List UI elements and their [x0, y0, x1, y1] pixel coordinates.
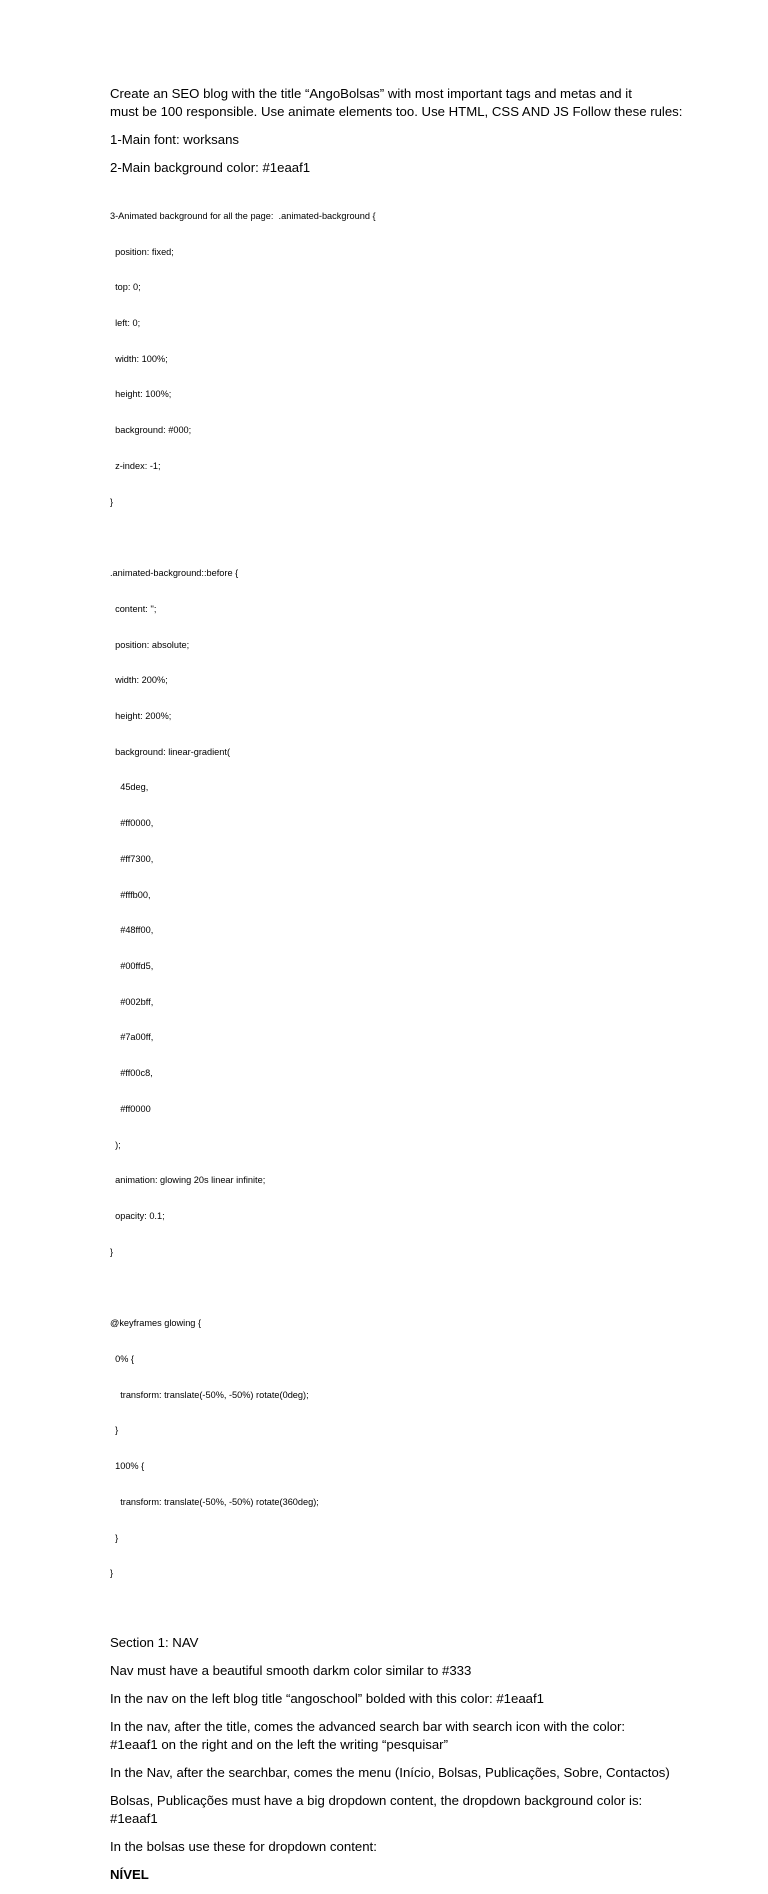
bolsas-dropdown-paragraph: In the bolsas use these for dropdown content: [110, 1839, 377, 1855]
code-line: } [110, 1568, 114, 1579]
nav-searchbar-paragraph [110, 1718, 690, 1754]
code-line: width: 100%; [110, 353, 168, 364]
nivel-heading: NÍVEL [110, 1867, 149, 1883]
code-line: transform: translate(-50%, -50%) rotate(360deg); [110, 1496, 319, 1507]
code-line: opacity: 0.1; [110, 1211, 165, 1222]
intro-paragraph [110, 85, 690, 121]
rule-background-color: 2-Main background color: #1eaaf1 [110, 160, 311, 175]
dropdown-line-1: Bolsas, Publicações must have a big dropdown content, the dropdown background color is: [110, 1793, 643, 1809]
code-line: #ff0000 [110, 1103, 151, 1114]
code-line: } [110, 1532, 119, 1543]
code-line: animation: glowing 20s linear infinite; [110, 1175, 266, 1186]
code-line: #ff7300, [110, 853, 154, 864]
code-line: width: 200%; [110, 675, 168, 686]
code-line: height: 100%; [110, 389, 172, 400]
code-line: position: fixed; [110, 246, 174, 257]
code-line: #00ffd5, [110, 961, 154, 971]
code-line: 45deg, [110, 782, 149, 793]
searchbar-line-2: #1eaaf1 on the right and on the left the writing “pesquisar” [110, 1737, 448, 1753]
dropdown-paragraph [110, 1792, 690, 1828]
code-line: height: 200%; [110, 710, 172, 721]
code-line: #ff0000, [110, 818, 154, 829]
code-line: #ff00c8, [110, 1068, 153, 1079]
nav-title-paragraph: In the nav on the left blog title “angoschool” bolded with this color: #1eaaf1 [110, 1691, 545, 1707]
rule-main-font: 1-Main font: worksans [110, 132, 239, 147]
code-line: 100% { [110, 1461, 145, 1472]
code-line: z-index: -1; [110, 460, 161, 471]
code-line: position: absolute; [110, 639, 190, 650]
code-line: #48ff00, [110, 925, 154, 936]
code-line: .animated-background::before { [110, 568, 239, 579]
code-line: top: 0; [110, 282, 141, 293]
intro-line-2: must be 100 responsible. Use animate elements too. Use HTML, CSS AND JS Follow these rules: [110, 104, 683, 119]
code-line: #002bff, [110, 996, 154, 1007]
code-block-animated-background [110, 187, 690, 532]
nav-menu-paragraph: In the Nav, after the searchbar, comes the menu (Início, Bolsas, Publicações, Sobre, Contactos) [110, 1765, 670, 1781]
dropdown-line-2: #1eaaf1 [110, 1811, 158, 1827]
code-line: @keyframes glowing { [110, 1318, 202, 1329]
nav-color-paragraph: Nav must have a beautiful smooth darkm color similar to #333 [110, 1663, 472, 1679]
code-line: 3-Animated background for all the page: .animated-background { [110, 210, 376, 221]
code-line: content: ''; [110, 603, 157, 614]
code-line: background: linear-gradient( [110, 746, 231, 757]
searchbar-line-1: In the nav, after the title, comes the advanced search bar with search icon with the color: [110, 1719, 626, 1735]
code-line: #7a00ff, [110, 1032, 154, 1043]
code-line: #fffb00, [110, 889, 151, 900]
code-line: } [110, 1425, 119, 1436]
code-line: 0% { [110, 1354, 135, 1364]
code-line: } [110, 496, 114, 507]
code-line: ); [110, 1139, 121, 1150]
document-page [110, 85, 690, 1894]
code-line: left: 0; [110, 317, 141, 328]
code-block-keyframes [110, 1294, 690, 1604]
section-1-heading: Section 1: NAV [110, 1635, 199, 1651]
code-line: } [110, 1246, 114, 1257]
code-line: transform: translate(-50%, -50%) rotate(0deg); [110, 1389, 309, 1400]
code-line: background: #000; [110, 425, 192, 436]
intro-line-1: Create an SEO blog with the title “AngoBolsas” with most important tags and metas and it [110, 86, 632, 101]
code-block-before-pseudo [110, 544, 690, 1282]
